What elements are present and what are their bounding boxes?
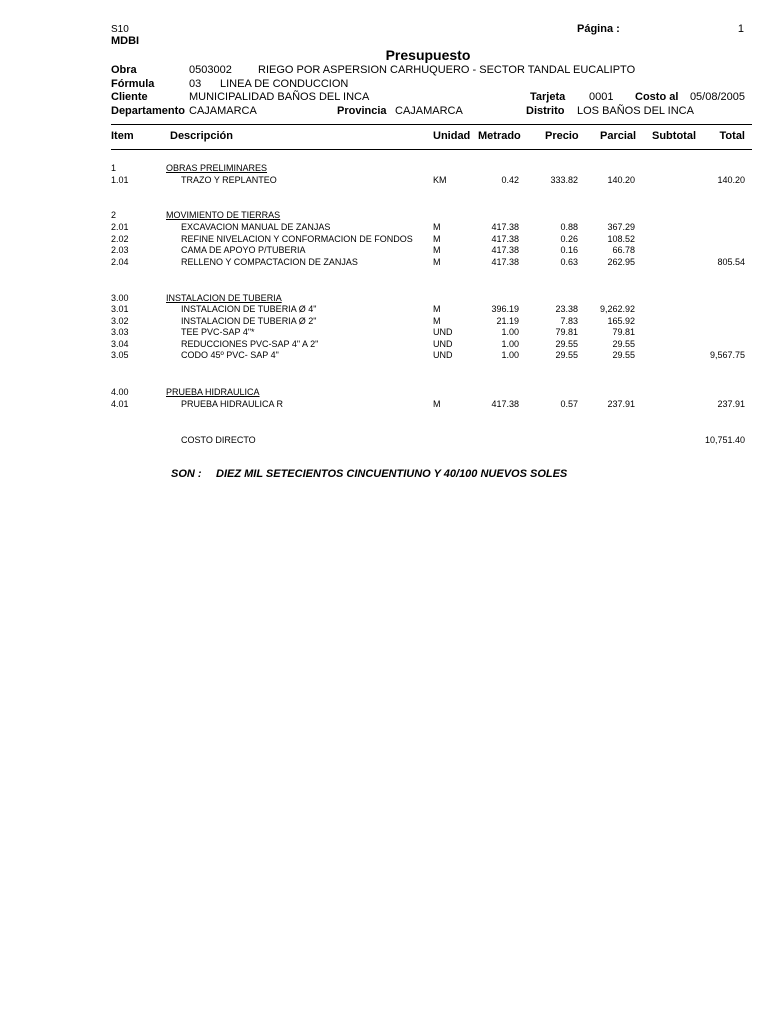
costo-directo-label: COSTO DIRECTO <box>181 435 256 445</box>
item-total: 140.20 <box>717 175 745 185</box>
item-parcial: 66.78 <box>612 245 635 255</box>
cliente-value: MUNICIPALIDAD BAÑOS DEL INCA <box>189 91 370 103</box>
item-code: 3.02 <box>111 316 129 326</box>
item-total: 805.54 <box>717 257 745 267</box>
costo-al-value: 05/08/2005 <box>689 91 745 103</box>
item-parcial: 367.29 <box>607 222 635 232</box>
item-metrado: 1.00 <box>501 327 519 337</box>
item-precio: 333.82 <box>550 175 578 185</box>
tarjeta-label: Tarjeta <box>530 91 566 103</box>
item-parcial: 140.20 <box>607 175 635 185</box>
departamento-label: Departamento <box>111 105 185 117</box>
col-parcial: Parcial <box>600 130 637 142</box>
item-precio: 0.57 <box>560 399 578 409</box>
item-parcial: 79.81 <box>612 327 635 337</box>
table-row <box>0 257 768 269</box>
departamento-value: CAJAMARCA <box>189 105 257 117</box>
item-code: 2.01 <box>111 222 129 232</box>
formula-label: Fórmula <box>111 78 155 90</box>
item-unit: M <box>433 316 441 326</box>
item-metrado: 1.00 <box>501 350 519 360</box>
table-row <box>0 350 768 362</box>
son-text: DIEZ MIL SETECIENTOS CINCUENTIUNO Y 40/100 NUEVOS SOLES <box>216 468 568 480</box>
system-code: S10 <box>111 24 129 35</box>
col-metrado: Metrado <box>478 130 521 142</box>
son-label: SON : <box>171 468 202 480</box>
section-row <box>0 387 768 399</box>
item-parcial: 29.55 <box>612 350 635 360</box>
item-metrado: 0.42 <box>501 175 519 185</box>
section-row <box>0 210 768 222</box>
table-row <box>0 327 768 339</box>
distrito-value: LOS BAÑOS DEL INCA <box>577 105 694 117</box>
costo-al-label: Costo al <box>635 91 679 103</box>
section-row <box>0 163 768 175</box>
item-code: 3.00 <box>111 293 129 303</box>
item-precio: 0.63 <box>560 257 578 267</box>
table-row <box>0 399 768 411</box>
provincia-label: Provincia <box>337 105 387 117</box>
item-description: EXCAVACION MANUAL DE ZANJAS <box>181 222 331 232</box>
item-code: 2 <box>111 210 117 220</box>
item-parcial: 9,262.92 <box>599 304 635 314</box>
distrito-label: Distrito <box>526 105 565 117</box>
obra-code: 0503002 <box>189 64 232 76</box>
item-precio: 0.26 <box>560 234 578 244</box>
item-description: TEE PVC-SAP 4"* <box>181 327 255 337</box>
section-title: OBRAS PRELIMINARES <box>166 163 268 173</box>
section-title: MOVIMIENTO DE TIERRAS <box>166 210 281 220</box>
item-description: CAMA DE APOYO P/TUBERIA <box>181 245 306 255</box>
item-precio: 79.81 <box>555 327 578 337</box>
item-metrado: 417.38 <box>491 257 519 267</box>
item-unit: M <box>433 304 441 314</box>
item-unit: M <box>433 245 441 255</box>
col-item: Item <box>111 130 134 142</box>
col-unidad: Unidad <box>433 130 471 142</box>
item-unit: M <box>433 222 441 232</box>
item-unit: UND <box>433 327 453 337</box>
item-total: 9,567.75 <box>709 350 745 360</box>
item-code: 1.01 <box>111 175 129 185</box>
item-description: RELLENO Y COMPACTACION DE ZANJAS <box>181 257 358 267</box>
col-descripcion: Descripción <box>170 130 233 142</box>
table-row <box>0 245 768 257</box>
item-parcial: 262.95 <box>607 257 635 267</box>
item-description: INSTALACION DE TUBERIA Ø 2" <box>181 316 317 326</box>
page-title: Presupuesto <box>385 47 471 63</box>
section-title: PRUEBA HIDRAULICA <box>166 387 260 397</box>
item-precio: 23.38 <box>555 304 578 314</box>
item-metrado: 417.38 <box>491 399 519 409</box>
item-unit: M <box>433 257 441 267</box>
col-precio: Precio <box>545 130 579 142</box>
item-code: 2.03 <box>111 245 129 255</box>
item-precio: 0.16 <box>560 245 578 255</box>
section-title: INSTALACION DE TUBERIA <box>166 293 282 303</box>
item-code: 2.04 <box>111 257 129 267</box>
table-row <box>0 175 768 187</box>
item-description: PRUEBA HIDRAULICA R <box>181 399 284 409</box>
item-description: REFINE NIVELACION Y CONFORMACION DE FONDOS <box>181 234 413 244</box>
header-top-rule <box>111 124 752 125</box>
obra-label: Obra <box>111 64 137 76</box>
table-row <box>0 222 768 234</box>
item-code: 2.02 <box>111 234 129 244</box>
item-metrado: 417.38 <box>491 234 519 244</box>
item-description: CODO 45º PVC- SAP 4" <box>181 350 279 360</box>
costo-directo-value: 10,751.40 <box>704 435 745 445</box>
item-precio: 29.55 <box>555 350 578 360</box>
item-description: REDUCCIONES PVC-SAP 4" A 2" <box>181 339 319 349</box>
item-unit: KM <box>433 175 447 185</box>
item-metrado: 396.19 <box>491 304 519 314</box>
item-description: INSTALACION DE TUBERIA Ø 4" <box>181 304 317 314</box>
item-precio: 29.55 <box>555 339 578 349</box>
obra-name: RIEGO POR ASPERSION CARHUQUERO - SECTOR TANDAL EUCALIPTO <box>258 64 636 76</box>
item-description: TRAZO Y REPLANTEO <box>181 175 277 185</box>
cliente-label: Cliente <box>111 91 148 103</box>
table-row <box>0 304 768 316</box>
item-metrado: 21.19 <box>496 316 519 326</box>
item-code: 3.04 <box>111 339 129 349</box>
item-precio: 7.83 <box>560 316 578 326</box>
item-unit: UND <box>433 350 453 360</box>
page-number: 1 <box>737 23 744 35</box>
item-total: 237.91 <box>717 399 745 409</box>
col-subtotal: Subtotal <box>652 130 696 142</box>
item-code: 1 <box>111 163 117 173</box>
item-parcial: 29.55 <box>612 339 635 349</box>
item-metrado: 417.38 <box>491 245 519 255</box>
item-metrado: 1.00 <box>501 339 519 349</box>
item-parcial: 165.92 <box>607 316 635 326</box>
item-code: 4.00 <box>111 387 129 397</box>
item-parcial: 237.91 <box>607 399 635 409</box>
item-precio: 0.88 <box>560 222 578 232</box>
formula-code: 03 <box>189 78 202 90</box>
item-code: 3.01 <box>111 304 129 314</box>
item-unit: M <box>433 234 441 244</box>
header-bottom-rule <box>111 149 752 150</box>
item-parcial: 108.52 <box>607 234 635 244</box>
col-total: Total <box>719 130 745 142</box>
page-label: Página : <box>577 23 620 35</box>
item-code: 3.05 <box>111 350 129 360</box>
tarjeta-value: 0001 <box>589 91 614 103</box>
item-code: 3.03 <box>111 327 129 337</box>
formula-name: LINEA DE CONDUCCION <box>220 78 349 90</box>
item-metrado: 417.38 <box>491 222 519 232</box>
item-unit: M <box>433 399 441 409</box>
item-unit: UND <box>433 339 453 349</box>
item-code: 4.01 <box>111 399 129 409</box>
provincia-value: CAJAMARCA <box>395 105 463 117</box>
company-code: MDBI <box>111 35 140 47</box>
